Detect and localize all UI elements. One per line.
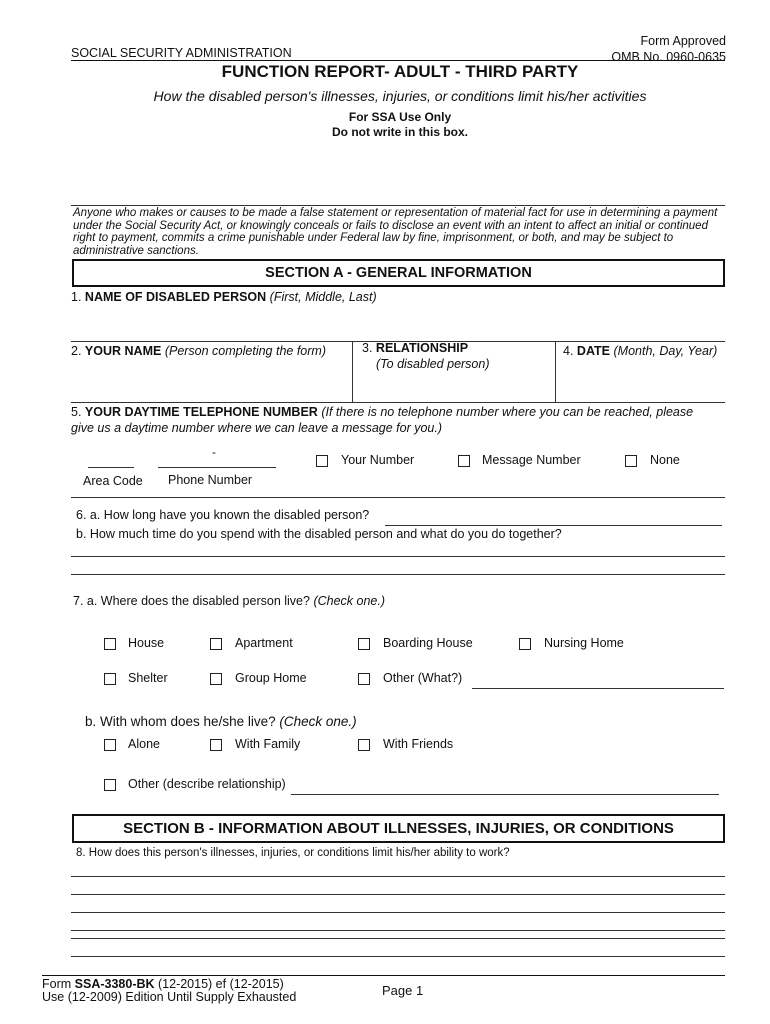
group-home-label: Group Home xyxy=(235,671,307,685)
none-label: None xyxy=(650,453,680,467)
edition-note: Use (12-2009) Edition Until Supply Exhausted xyxy=(42,990,297,1004)
q3-label xyxy=(362,341,468,355)
house-checkbox[interactable] xyxy=(104,638,116,650)
other-residence-checkbox[interactable] xyxy=(358,673,370,685)
divider-3-4 xyxy=(555,341,556,402)
q7b-hint: (Check one.) xyxy=(279,714,357,729)
section-a-header xyxy=(72,259,725,287)
q7b-question xyxy=(85,714,357,729)
nursing-home-label: Nursing Home xyxy=(544,636,624,650)
form-id xyxy=(42,977,284,991)
q1-number: 1. xyxy=(71,290,82,304)
q4-number: 4. xyxy=(563,344,574,358)
q1-label xyxy=(71,290,377,304)
message-number-checkbox[interactable] xyxy=(458,455,470,467)
with-family-label: With Family xyxy=(235,737,301,751)
with-friends-label: With Friends xyxy=(383,737,454,751)
q8-answer-line-4[interactable] xyxy=(71,930,725,931)
q6a-answer-field[interactable] xyxy=(385,525,722,526)
other-relationship-checkbox[interactable] xyxy=(104,779,116,791)
q8-answer-line-5[interactable] xyxy=(71,938,725,939)
boarding-house-label: Boarding House xyxy=(383,636,473,650)
your-number-label: Your Number xyxy=(341,453,415,467)
form-approved: Form Approved xyxy=(640,34,726,48)
q8-answer-line-2[interactable] xyxy=(71,894,725,895)
nursing-home-checkbox[interactable] xyxy=(519,638,531,650)
warning-rule-top xyxy=(71,205,725,206)
q5-hint-1: (If there is no telephone number where you can be reached, please xyxy=(321,405,694,419)
other-residence-label: Other (What?) xyxy=(383,671,463,685)
warning-text: Anyone who makes or causes to be made a false statement or representation of material fact for use in determining a payment under the Social Security Act, or knowingly conceals or fails to disclose an event with an intent to affect an initial or continued right to payment, commits a crime punishable under Federal law by fine, imprisonment, or both, and may be subject to administrative sanctions. xyxy=(73,207,718,257)
other-relationship-field[interactable] xyxy=(291,794,719,795)
q3-title: RELATIONSHIP xyxy=(375,341,469,355)
q8-answer-line-1[interactable] xyxy=(71,876,725,877)
q7a-question xyxy=(73,594,385,608)
phone-dash: - xyxy=(212,447,216,459)
do-not-write: Do not write in this box. xyxy=(332,125,468,139)
omb-number: OMB No. 0960-0635 xyxy=(611,50,726,64)
form-number: SSA-3380-BK xyxy=(74,977,155,991)
agency-name: SOCIAL SECURITY ADMINISTRATION xyxy=(71,46,292,60)
q5-bottom-rule xyxy=(71,497,725,498)
divider-2-3 xyxy=(352,341,353,402)
section-a-title: SECTION A - GENERAL INFORMATION xyxy=(265,265,532,281)
shelter-checkbox[interactable] xyxy=(104,673,116,685)
q3-hint: (To disabled person) xyxy=(376,357,490,371)
page-number: Page 1 xyxy=(382,983,424,998)
q1-title: NAME OF DISABLED PERSON xyxy=(84,290,267,304)
row-2-4-bottom xyxy=(71,402,725,403)
q8-answer-line-3[interactable] xyxy=(71,912,725,913)
phone-number-field[interactable] xyxy=(158,467,276,468)
header-rule xyxy=(71,60,725,61)
q8-answer-line-6[interactable] xyxy=(71,956,725,957)
q1-hint: (First, Middle, Last) xyxy=(269,290,377,304)
shelter-label: Shelter xyxy=(128,671,168,685)
q2-title: YOUR NAME xyxy=(84,344,162,358)
form-prefix: Form xyxy=(42,977,75,991)
other-relationship-label: Other (describe relationship) xyxy=(128,777,286,791)
q4-label xyxy=(563,344,717,358)
none-checkbox[interactable] xyxy=(625,455,637,467)
ssa-use-only: For SSA Use Only xyxy=(348,110,452,124)
page-title: FUNCTION REPORT- ADULT - THIRD PARTY xyxy=(221,62,579,81)
q3-number: 3. xyxy=(362,341,373,355)
apartment-label: Apartment xyxy=(235,636,293,650)
q5-number: 5. xyxy=(71,405,82,419)
q6a-text: 6. a. How long have you known the disabled person? xyxy=(76,508,370,522)
q6b-text: b. How much time do you spend with the disabled person and what do you do together? xyxy=(76,527,562,541)
page-subtitle: How the disabled person's illnesses, injuries, or conditions limit his/her activities xyxy=(153,88,647,104)
q6b-answer-line-2[interactable] xyxy=(71,574,725,575)
your-number-checkbox[interactable] xyxy=(316,455,328,467)
q8-text: 8. How does this person's illnesses, injuries, or conditions limit his/her ability to work? xyxy=(76,847,510,859)
q2-number: 2. xyxy=(71,344,82,358)
section-b-header xyxy=(72,814,725,843)
other-residence-field[interactable] xyxy=(472,688,724,689)
group-home-checkbox[interactable] xyxy=(210,673,222,685)
boarding-house-checkbox[interactable] xyxy=(358,638,370,650)
q2-label xyxy=(71,344,326,358)
q2-hint: (Person completing the form) xyxy=(164,344,326,358)
q4-title: DATE xyxy=(576,344,611,358)
q7b-text: b. With whom does he/she live? xyxy=(85,714,276,729)
form-dates: (12-2015) ef (12-2015) xyxy=(154,977,284,991)
message-number-label: Message Number xyxy=(482,453,581,467)
alone-checkbox[interactable] xyxy=(104,739,116,751)
q6b-answer-line-1[interactable] xyxy=(71,556,725,557)
with-friends-checkbox[interactable] xyxy=(358,739,370,751)
q7a-text: 7. a. Where does the disabled person live? xyxy=(73,594,310,608)
area-code-label: Area Code xyxy=(83,474,143,488)
q7a-hint: (Check one.) xyxy=(313,594,385,608)
q5-label xyxy=(71,405,693,419)
house-label: House xyxy=(128,636,165,650)
q5-hint-2: give us a daytime number where we can leave a message for you.) xyxy=(71,421,443,435)
q4-hint: (Month, Day, Year) xyxy=(613,344,718,358)
section-b-title: SECTION B - INFORMATION ABOUT ILLNESSES, INJURIES, OR CONDITIONS xyxy=(123,820,674,837)
apartment-checkbox[interactable] xyxy=(210,638,222,650)
footer-rule xyxy=(42,975,725,976)
area-code-field[interactable] xyxy=(88,467,134,468)
phone-number-label: Phone Number xyxy=(168,473,253,487)
q5-title: YOUR DAYTIME TELEPHONE NUMBER xyxy=(84,405,318,419)
alone-label: Alone xyxy=(128,737,160,751)
with-family-checkbox[interactable] xyxy=(210,739,222,751)
